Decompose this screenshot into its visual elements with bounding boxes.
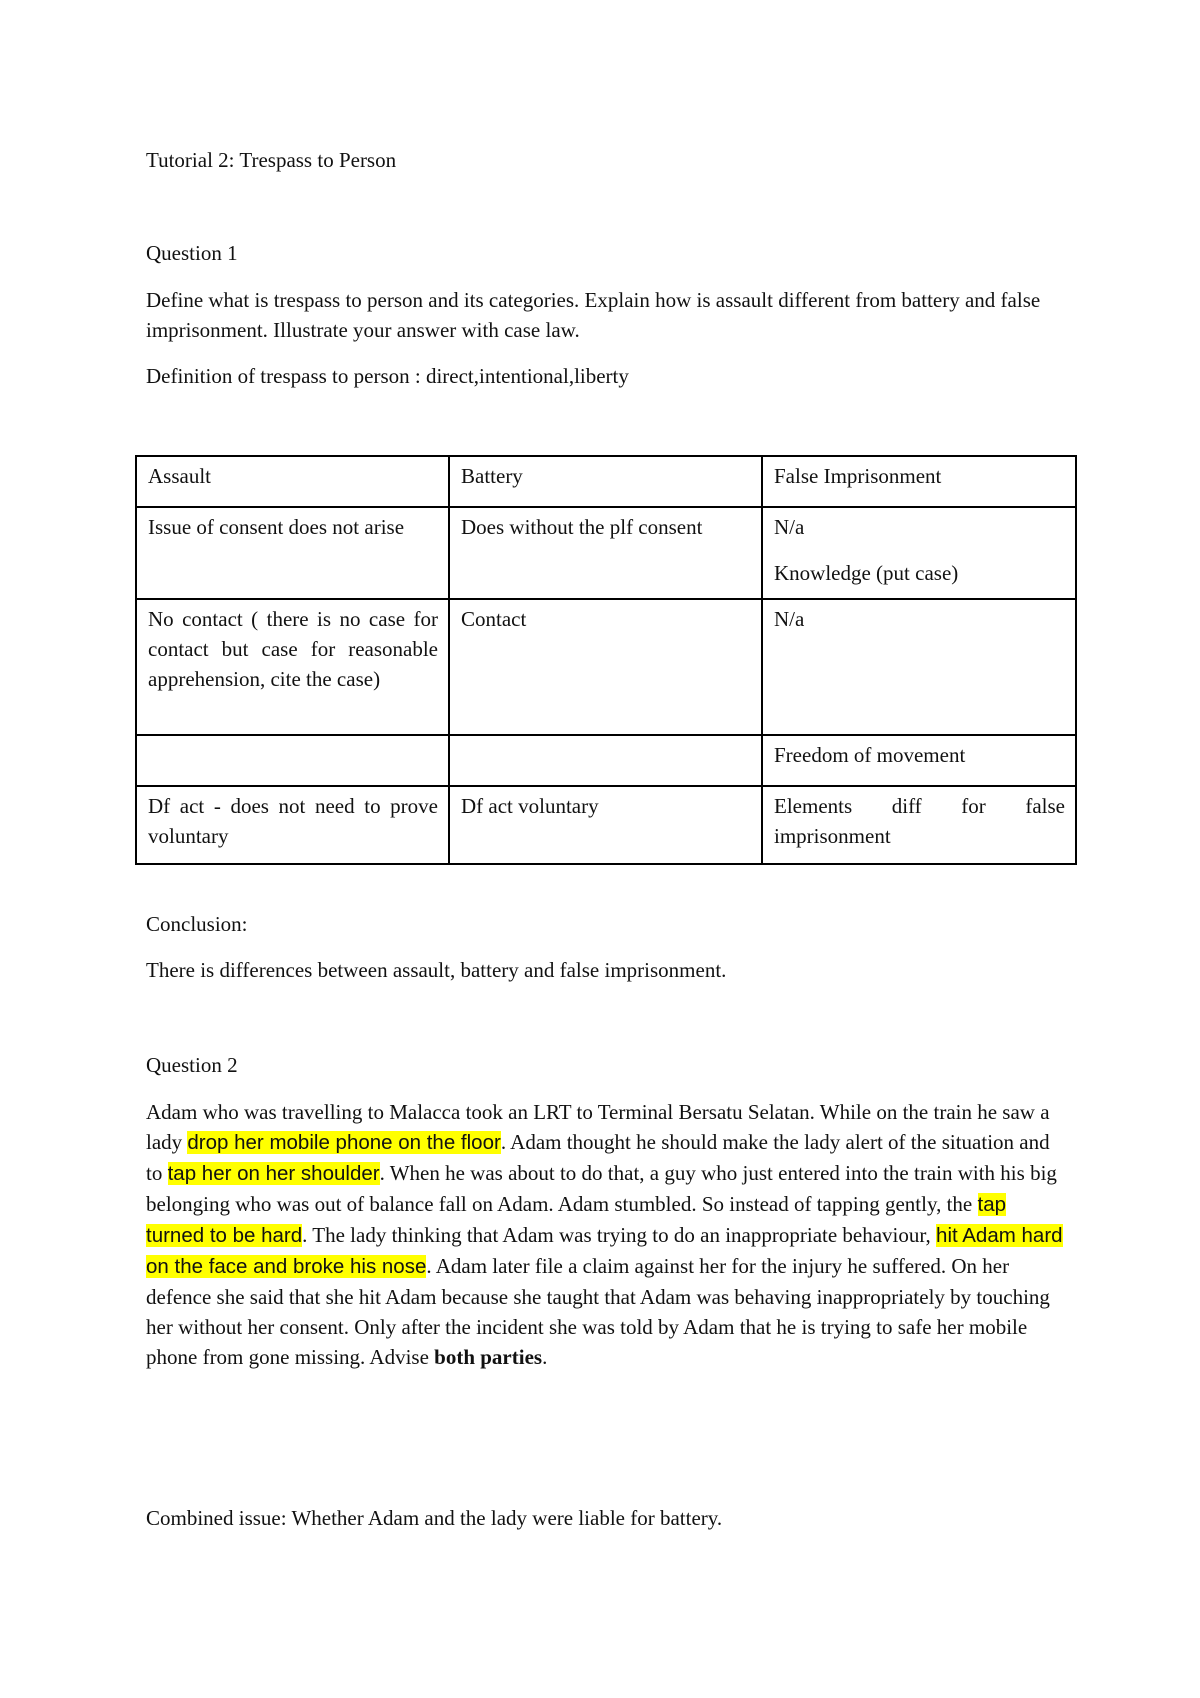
conclusion-text: There is differences between assault, battery and false imprisonment. [146,958,727,982]
cell-line: N/a [774,515,805,539]
question-1-heading: Question 1 [146,241,238,265]
highlighted-text: hit Adam hard on the face and broke his nose [146,1224,1063,1278]
table-cell [762,507,1076,599]
highlighted-text: drop her mobile phone on the floor [187,1131,501,1154]
scenario-text: . [542,1345,548,1369]
cell-line: Knowledge (put case) [774,561,959,585]
table-row [136,735,1076,786]
question-2-heading: Question 2 [146,1053,238,1077]
scenario-text: . When he was about to do that, a guy who just entered into the train with his big belonging who was out of balance fall on Adam. Adam stumbled. So instead of tapping gently, the [146,1161,1057,1216]
table-cell [449,735,762,786]
table-cell: Does without the plf consent [449,507,762,599]
scenario-text: . Adam thought he should make the lady alert of the situation and to [146,1130,1050,1185]
header-assault: Assault [136,456,449,507]
highlighted-text: tap her on her shoulder [167,1162,380,1185]
question-2-scenario [146,1097,1066,1372]
conclusion-label: Conclusion: [146,912,248,936]
combined-issue: Combined issue: Whether Adam and the lady were liable for battery. [146,1506,723,1530]
highlighted-text: tap turned to be hard [146,1193,1006,1247]
table-cell [136,735,449,786]
table-cell: Elements diff for false imprisonment [762,786,1076,864]
trespass-definition: Definition of trespass to person : direct,intentional,liberty [146,364,629,388]
table-cell: Df act - does not need to prove voluntary [136,786,449,864]
header-battery: Battery [449,456,762,507]
scenario-text: . The lady thinking that Adam was trying to do an inappropriate behaviour, [302,1223,937,1247]
question-1-prompt: Define what is trespass to person and its categories. Explain how is assault different from battery and false imprisonment. Illustrate your answer with case law. [146,288,1041,342]
table-row [136,599,1076,735]
bold-text: both parties [434,1345,543,1369]
document-title: Tutorial 2: Trespass to Person [146,148,397,172]
table-cell: Issue of consent does not arise [136,507,449,599]
table-cell: Contact [449,599,762,735]
table-row [136,507,1076,599]
table-row [136,786,1076,864]
table-cell: Freedom of movement [762,735,1076,786]
header-false-imprisonment: False Imprisonment [762,456,1076,507]
table-header-row [136,456,1076,507]
table-cell: No contact ( there is no case for contact but case for reasonable apprehension, cite the case) [136,599,449,735]
scenario-text: . Adam later file a claim against her for the injury he suffered. On her defence she said that she hit Adam because she taught that Adam was behaving inappropriately by touching her without her consent. Only after the incident she was told by Adam that he is trying to safe her mobile phone from gone missing. Advise [146,1254,1050,1369]
scenario-text: Adam who was travelling to Malacca took an LRT to Terminal Bersatu Selatan. While on the train he saw a lady [146,1100,1050,1154]
table-cell: Df act voluntary [449,786,762,864]
table-cell: N/a [762,599,1076,735]
comparison-table [135,455,1077,865]
